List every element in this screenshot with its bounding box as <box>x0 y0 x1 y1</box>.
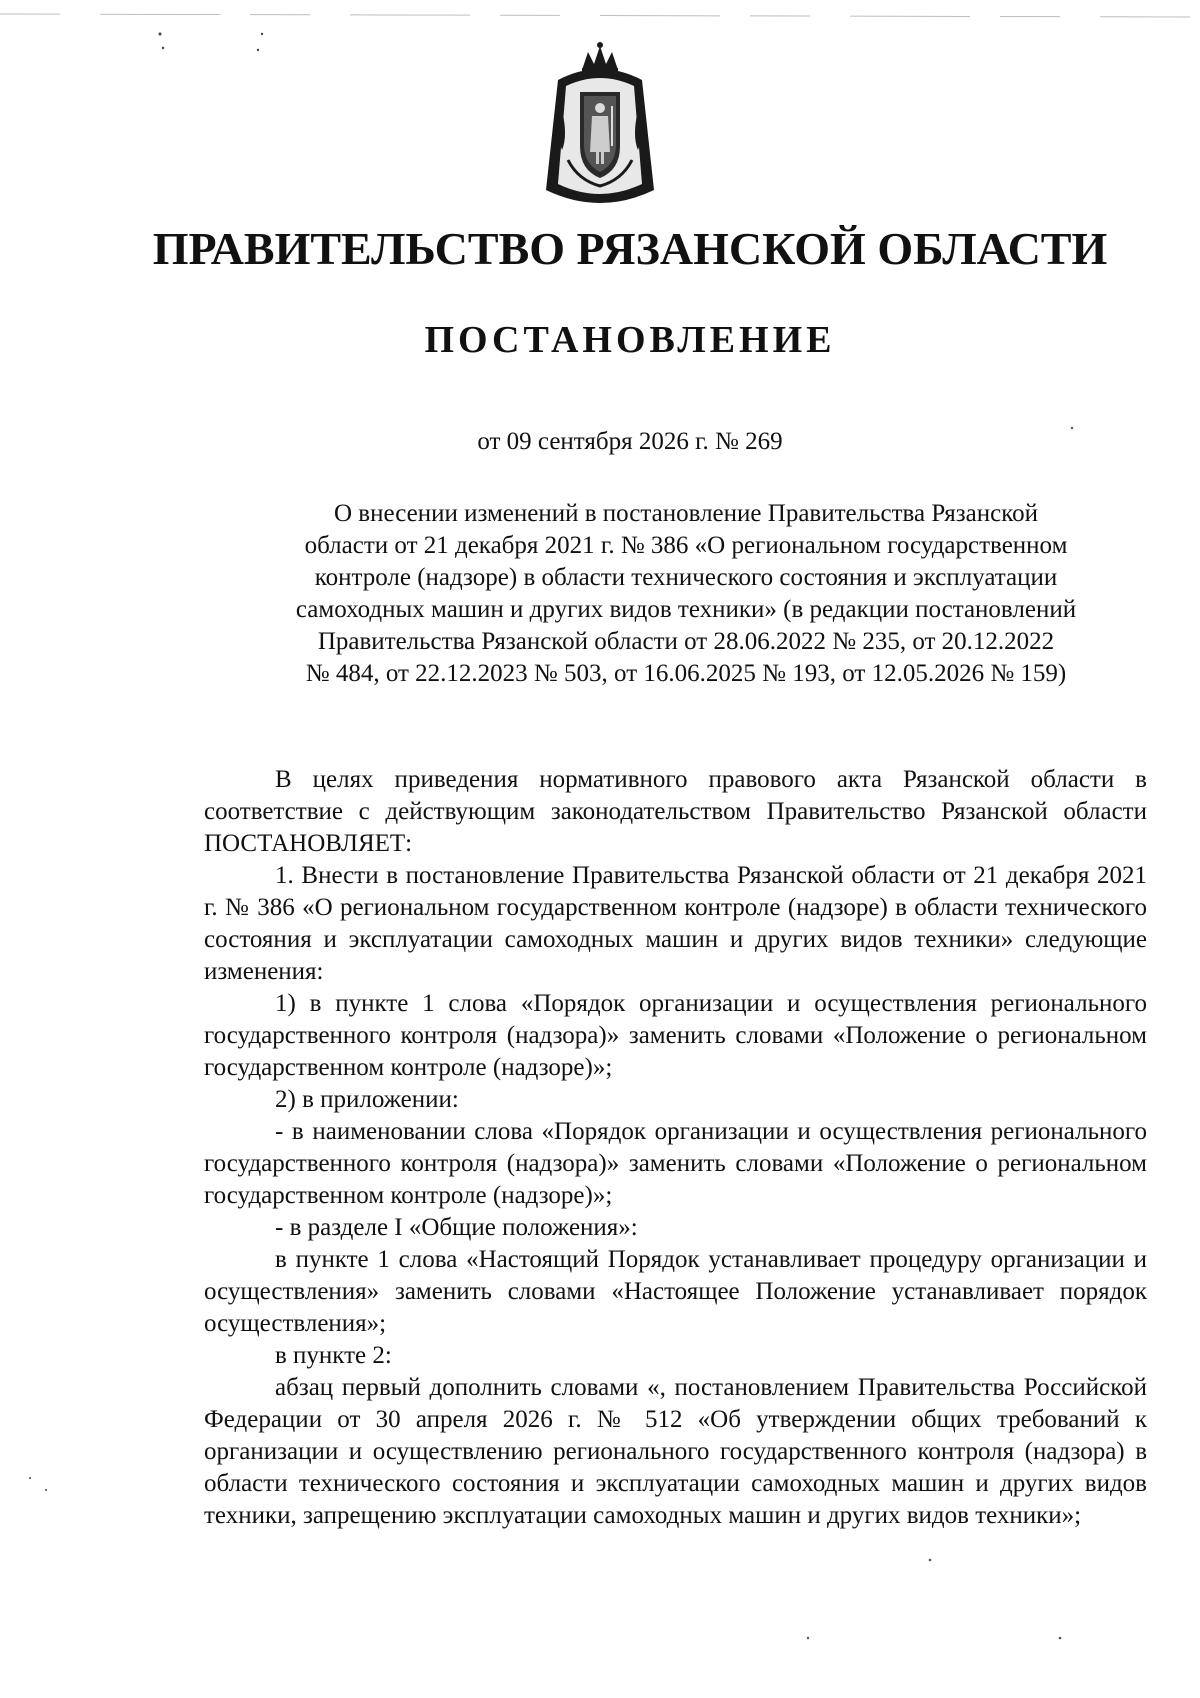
body-paragraph: 1) в пункте 1 слова «Порядок организации и осуществления регионального государственного контроля (надзора)» заменить словами «Положение о региональном государственном контроле (надзоре)»; <box>204 990 1147 1081</box>
subject-line: О внесении изменений в постановление Правительства Рязанской <box>333 500 1038 527</box>
document-body <box>204 764 1147 1532</box>
body-paragraph: - в разделе I «Общие положения»: <box>275 1214 638 1241</box>
subject-line: контроле (надзоре) в области технического состояния и эксплуатации <box>314 564 1058 591</box>
body-paragraph: 2) в приложении: <box>275 1086 459 1113</box>
body-paragraph: В целях приведения нормативного правового акта Рязанской области в соответствие с действующим законодательством Правительство Рязанской области ПОСТАНОВЛЯЕТ: <box>204 766 1147 857</box>
subject-line: № 484, от 22.12.2023 № 503, от 16.06.2025 № 193, от 12.05.2026 № 159) <box>305 660 1067 687</box>
body-paragraph: 1. Внести в постановление Правительства Рязанской области от 21 декабря 2021 г. № 386 «О региональном государственном контроле (надзоре) в области технического состояния и эксплуатации самоходных машин и других видов техники» следующие изменения: <box>204 862 1147 985</box>
ryazan-coat-of-arms-icon <box>538 40 662 216</box>
subject-line: самоходных машин и других видов техники» (в редакции постановлений <box>295 596 1077 623</box>
subject-line: Правительства Рязанской области от 28.06.2022 № 235, от 20.12.2022 <box>317 628 1055 655</box>
organization-title: ПРАВИТЕЛЬСТВО РЯЗАНСКОЙ ОБЛАСТИ <box>152 223 1108 274</box>
document-type: ПОСТАНОВЛЕНИЕ <box>424 319 836 361</box>
document-subject <box>226 498 1146 690</box>
body-paragraph: в пункте 1 слова «Настоящий Порядок устанавливает процедуру организации и осуществления» заменить словами «Настоящее Положение устанавливает порядок осуществления»; <box>204 1246 1147 1337</box>
body-paragraph: в пункте 2: <box>275 1342 392 1369</box>
body-paragraph: - в наименовании слова «Порядок организации и осуществления регионального государственного контроля (надзора)» заменить словами «Положение о региональном государственном контроле (надзоре)»; <box>204 1118 1147 1209</box>
body-paragraph: абзац первый дополнить словами «, постановлением Правительства Российской Федерации от 30 апреля 2026 г. № 512 «Об утверждении общих требований к организации и осуществлению регионального государственного контроля (надзора) в области технического состояния и эксплуатации самоходных машин и других видов техники, запрещению эксплуатации самоходных машин и других видов техники»; <box>204 1374 1147 1529</box>
document-date-number: от 09 сентября 2026 г. № 269 <box>477 428 783 455</box>
subject-line: области от 21 декабря 2021 г. № 386 «О региональном государственном <box>304 532 1068 559</box>
